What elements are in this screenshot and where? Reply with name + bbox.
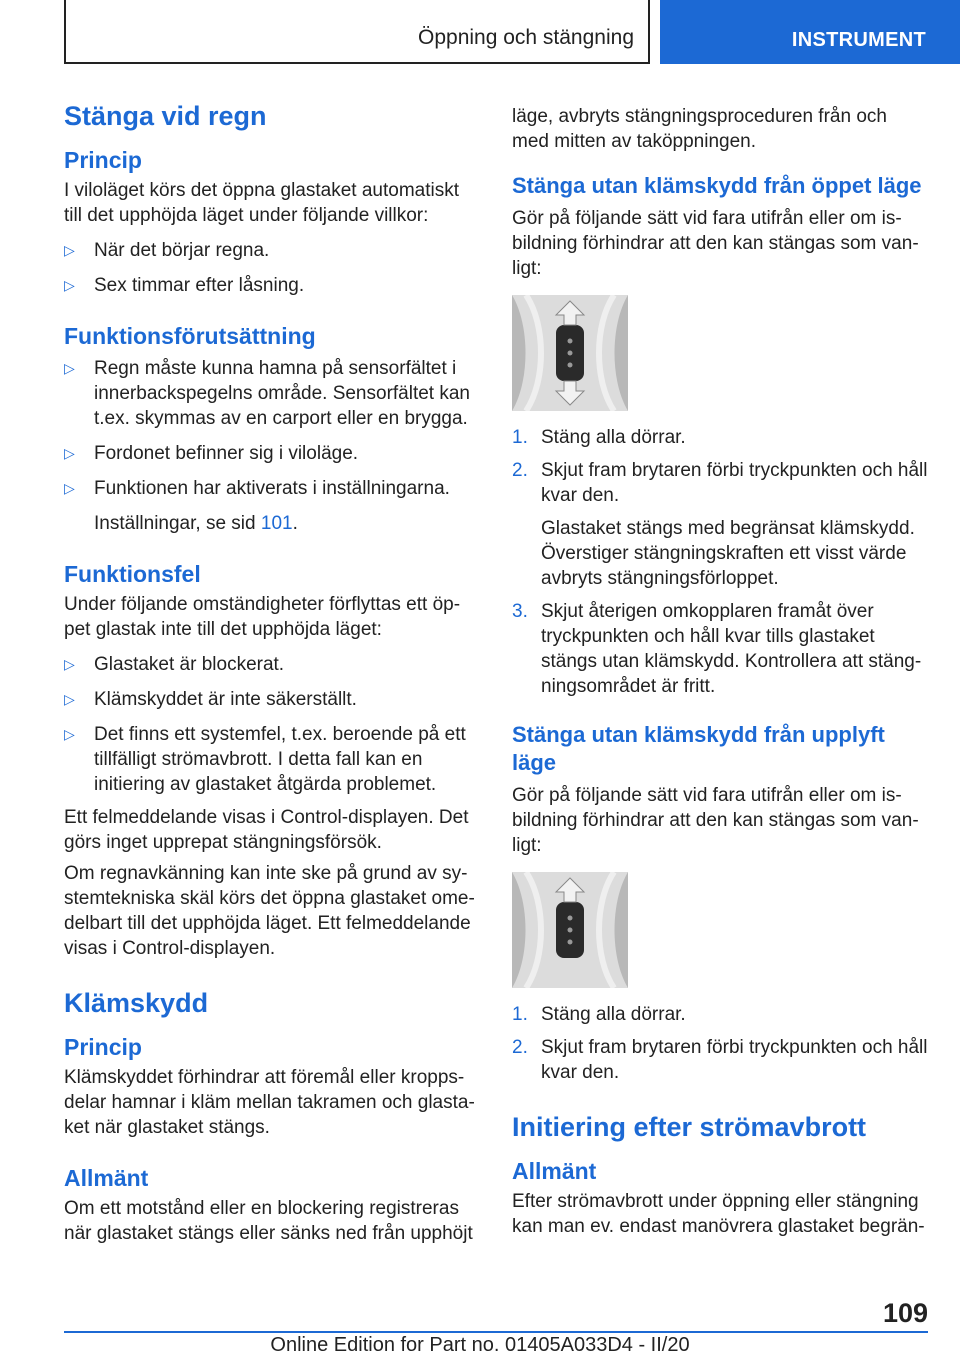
step-note: Glastaket stängs med begränsat klämskydd. Överstiger stängningskraften ett visst värde avbryts stängningsförloppet. [541,518,915,589]
header-section-box [64,0,650,64]
step-item: 1. Stäng alla dörrar. [512,427,686,448]
step-item: 1. Stäng alla dörrar. [512,1004,686,1025]
triangle-bullet-icon: ▷ [64,360,75,376]
list-item: ▷ När det börjar regna. [64,240,270,261]
paragraph-stanga-oppet: Gör på följande sätt vid fara utifrån eller om isbildning förhindrar att den kan stängas som vanligt: [512,208,919,279]
triangle-bullet-icon: ▷ [64,691,75,707]
heading-funktionsforutsattning: Funktionsförutsättning [64,323,316,349]
heading-klamskydd: Klämskydd [64,988,209,1018]
triangle-bullet-icon: ▷ [64,242,75,258]
paragraph-allmant: Om ett motstånd eller en blockering registreras när glastaket stängs eller sänks ned från upphöjt [64,1198,473,1244]
list-item: ▷ Klämskyddet är inte säkerställt. [64,689,357,710]
paragraph-funktionsfel: Under följande omständigheter förflyttas ett öppet glastak inte till det upphöjda läget: [64,594,461,640]
right-column [512,104,928,1245]
roof-switch-image [512,295,628,411]
step-item: 3. Skjut återigen omkopplaren framåt över tryckpunkten och håll kvar tills glastaket stängs utan klämskydd. Kontrollera att stängningsområdet är fritt. [512,601,922,697]
list-item: ▷ Glastaket är blockerat. [64,654,285,675]
heading-stanga-upplyft: Stänga utan klämskydd från upplyft läge [512,722,885,775]
header-tab-label: INSTRUMENT [791,29,926,51]
heading-stanga-oppet: Stänga utan klämskydd från öppet läge [512,173,922,198]
heading-princip-2: Princip [64,1034,142,1060]
paragraph-felmeddelande: Ett felmeddelande visas i Control-displayen. Det görs inget upprepat stängningsförsök. [64,807,469,853]
page-link[interactable]: 101 [260,513,293,534]
heading-princip: Princip [64,147,142,173]
header-section-title: Öppning och stängning [418,26,634,49]
list-item: ▷ Fordonet befinner sig i viloläge. [64,443,359,464]
step-item: 2. Skjut fram brytaren förbi tryckpunkten och håll kvar den. [512,460,928,506]
paragraph-princip: I viloläget körs det öppna glastaket automatiskt till det upphöjda läget under följande villkor: [64,180,460,226]
footer-divider [64,1331,928,1333]
triangle-bullet-icon: ▷ [64,480,75,496]
list-item: ▷ Det finns ett systemfel, t.ex. beroende på ett tillfälligt strömavbrott. I detta fall kan en initiering av glastaket åtgärda problemet. [64,724,466,795]
triangle-bullet-icon: ▷ [64,656,75,672]
heading-stanga-vid-regn: Stänga vid regn [64,101,267,131]
list-item: ▷ Sex timmar efter låsning. [64,275,305,296]
left-column [64,100,478,1252]
settings-reference: Inställningar, se sid 101. [94,513,298,534]
paragraph-continued: läge, avbryts stängningsproceduren från och med mitten av taköppningen. [512,106,887,152]
heading-funktionsfel: Funktionsfel [64,561,201,587]
step-item: 2. Skjut fram brytaren förbi tryckpunkten och håll kvar den. [512,1037,928,1083]
paragraph-stanga-upplyft: Gör på följande sätt vid fara utifrån eller om isbildning förhindrar att den kan stängas som vanligt: [512,785,919,856]
heading-allmant: Allmänt [64,1165,149,1191]
footer-edition: Online Edition for Part no. 01405A033D4 - II/20 [270,1334,690,1356]
triangle-bullet-icon: ▷ [64,726,75,742]
triangle-bullet-icon: ▷ [64,277,75,293]
paragraph-princip-2: Klämskyddet förhindrar att föremål eller kroppsdelar hamnar i kläm mellan takramen och glastaket när glastaket stängs. [64,1067,475,1138]
triangle-bullet-icon: ▷ [64,445,75,461]
heading-initiering: Initiering efter strömavbrott [512,1112,867,1142]
paragraph-regnavkanning: Om regnavkänning kan inte ske på grund av systemtekniska skäl körs det öppna glastaket omedelbart till det upphöjda läget. Ett felmeddelande visas i Control-displayen. [64,863,475,959]
paragraph-allmant-2: Efter strömavbrott under öppning eller stängning kan man ev. endast manövrera glastaket begrän- [512,1191,925,1237]
roof-switch-image [512,872,628,988]
header-tab [660,0,960,64]
page-number: 109 [882,1298,928,1328]
list-item: ▷ Funktionen har aktiverats i inställningarna. [64,478,450,499]
heading-allmant-2: Allmänt [512,1158,597,1184]
list-item: ▷ Regn måste kunna hamna på sensorfältet i innerbackspegelns område. Sensorfältet kan t.ex. skymmas av en carport eller en brygga. [64,358,471,429]
